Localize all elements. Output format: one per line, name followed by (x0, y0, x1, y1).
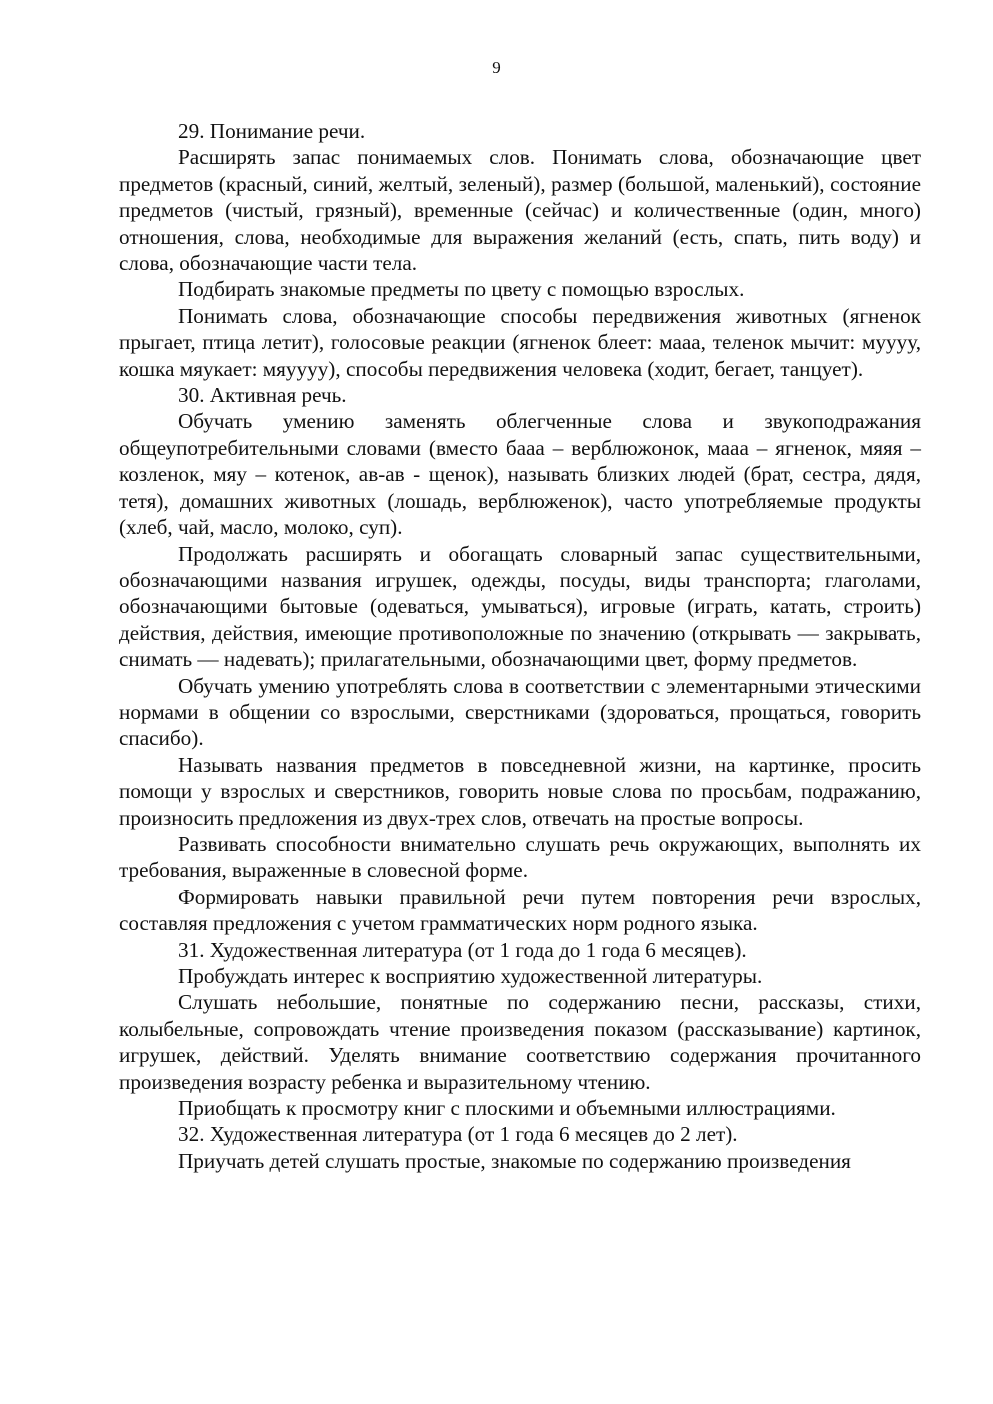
section-heading: 30. Активная речь. (178, 383, 347, 408)
paragraph: Развивать способности внимательно слушать речь окружающих, выполнять их требования, выраженные в словесной форме. (119, 831, 921, 883)
paragraph: Пробуждать интерес к восприятию художественной литературы. (178, 964, 763, 988)
paragraph: Формировать навыки правильной речи путем повторения речи взрослых, составляя предложения с учетом грамматических норм родного языка. (119, 884, 921, 936)
section-heading: 31. Художественная литература (от 1 года до 1 года 6 месяцев). (178, 937, 747, 962)
paragraph: Понимать слова, обозначающие способы передвижения животных (ягненок прыгает, птица летит), голосовые реакции (ягненок блеет: мааа, теленок мычит: муууу, кошка мяукает: мяуууу), способы передвижения человека (ходит, бегает, танцует). (119, 303, 921, 381)
paragraph: Приучать детей слушать простые, знакомые по содержанию произведения (178, 1148, 851, 1173)
paragraph: Приобщать к просмотру книг с плоскими и объемными иллюстрациями. (178, 1096, 836, 1121)
document-body (119, 118, 921, 1174)
section-heading: 29. Понимание речи. (178, 119, 366, 143)
paragraph: Подбирать знакомые предметы по цвету с помощью взрослых. (178, 277, 745, 302)
paragraph: Слушать небольшие, понятные по содержанию песни, рассказы, стихи, колыбельные, сопровождать чтение произведения показом (рассказывание) картинок, игрушек, действий. Уделять внимание соответствию содержания прочитанного произведения возрасту ребенка и выразительному чтению. (119, 990, 921, 1094)
section-heading: 32. Художественная литература (от 1 года 6 месяцев до 2 лет). (178, 1122, 738, 1147)
page-number: 9 (492, 58, 501, 77)
paragraph: Называть названия предметов в повседневной жизни, на картинке, просить помощи у взрослых и сверстников, говорить новые слова по просьбам, подражанию, произносить предложения из двух-трех слов, отвечать на простые вопросы. (119, 752, 921, 830)
paragraph: Продолжать расширять и обогащать словарный запас существительными, обозначающими названия игрушек, одежды, посуды, виды транспорта; глаголами, обозначающими бытовые (одеваться, умываться), игровые (играть, катать, строить) действия, действия, имеющие противоположные по значению (открывать — закрывать, снимать — надевать); прилагательными, обозначающими цвет, форму предметов. (119, 541, 921, 672)
paragraph: Обучать умению употреблять слова в соответствии с элементарными этическими нормами в общении со взрослыми, сверстниками (здороваться, прощаться, говорить спасибо). (119, 673, 921, 751)
paragraph: Расширять запас понимаемых слов. Понимать слова, обозначающие цвет предметов (красный, синий, желтый, зеленый), размер (большой, маленький), состояние предметов (чистый, грязный), временные (сейчас) и количественные (один, много) отношения, слова, необходимые для выражения желаний (есть, спать, пить воду) и слова, обозначающие части тела. (119, 145, 921, 276)
paragraph: Обучать умению заменять облегченные слова и звукоподражания общеупотребительными словами (вместо бааа – верблюжонок, мааа – ягненок, мяяя – козленок, мяу – котенок, ав-ав - щенок), называть близких людей (брат, сестра, дядя, тетя), домашних животных (лошадь, верблюженок), часто употребляемые продукты (хлеб, чай, масло, молоко, суп). (119, 409, 921, 540)
